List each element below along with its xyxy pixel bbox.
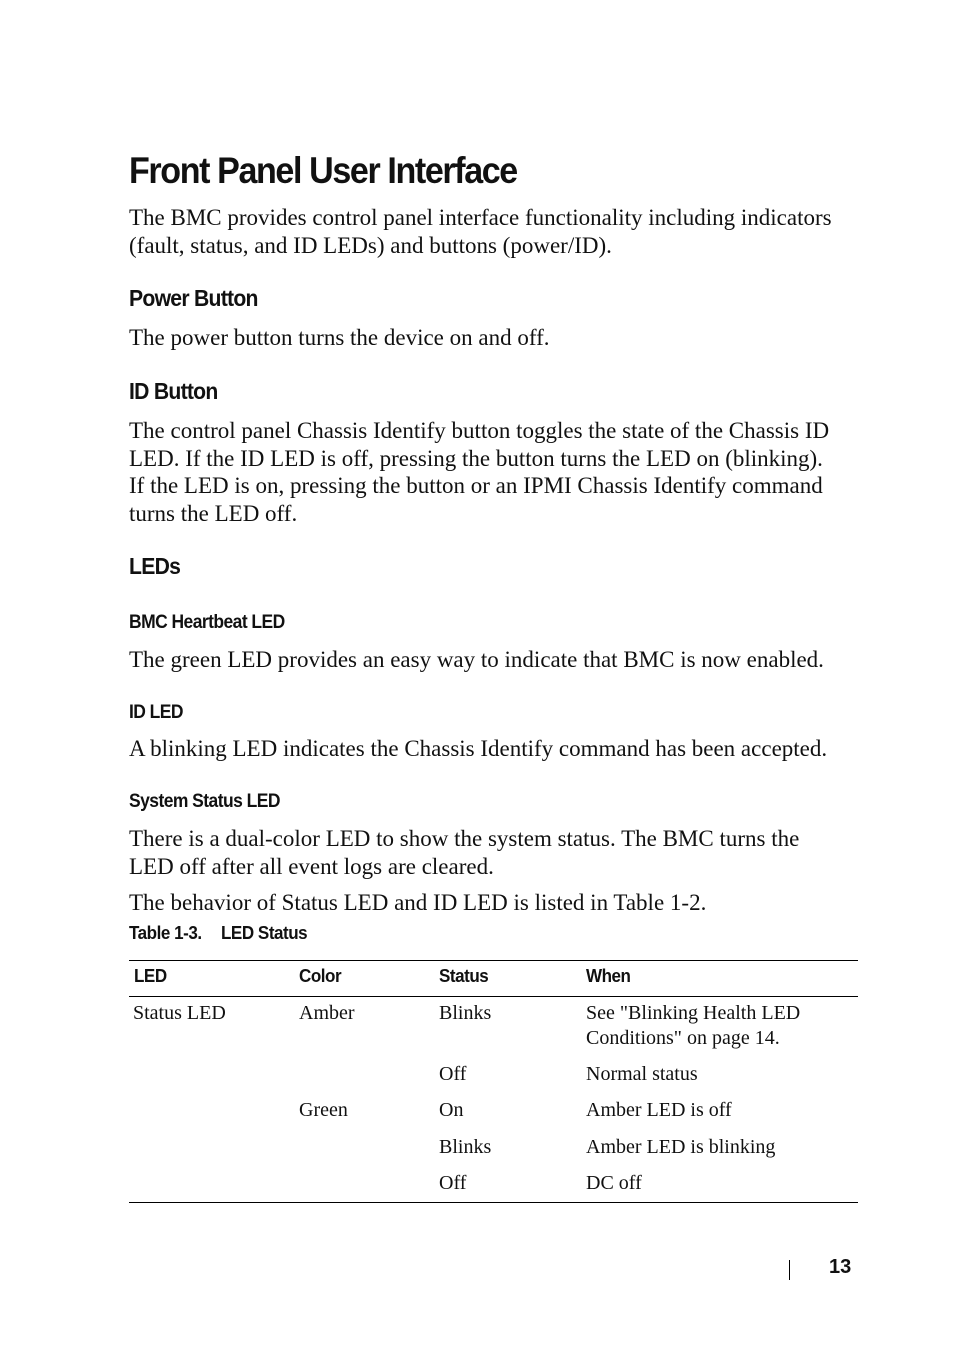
table-header-status: Status (439, 965, 489, 986)
id-button-line: LED. If the ID LED is off, pressing the button turns the LED on (blinking). (129, 445, 823, 471)
heartbeat-heading: BMC Heartbeat LED (129, 612, 285, 633)
footer-divider (789, 1260, 790, 1280)
table-cell-when (586, 1001, 800, 1050)
system-status-heading: System Status LED (129, 791, 280, 812)
table-cell-led: Status LED (133, 1002, 226, 1024)
table-cell-when: Amber LED is off (586, 1099, 732, 1121)
id-button-line: The control panel Chassis Identify button toggles the state of the Chassis ID (129, 418, 830, 443)
behavior-text: The behavior of Status LED and ID LED is listed in Table 1-2. (129, 890, 707, 915)
system-status-line: LED off after all event logs are cleared. (129, 853, 494, 879)
table-cell-status: Off (439, 1063, 467, 1085)
heartbeat-text: The green LED provides an easy way to indicate that BMC is now enabled. (129, 647, 824, 672)
id-led-text: A blinking LED indicates the Chassis Identify command has been accepted. (129, 736, 828, 761)
table-cell-status: On (439, 1099, 464, 1121)
intro-paragraph (129, 204, 832, 259)
table-bottom-rule (129, 1202, 858, 1203)
table-cell-color: Amber (299, 1002, 355, 1024)
table-header-led: LED (134, 965, 167, 986)
page-number: 13 (829, 1256, 852, 1278)
table-caption (129, 922, 307, 944)
table-cell-when-line: Conditions" on page 14. (586, 1026, 780, 1049)
power-button-text: The power button turns the device on and off. (129, 325, 550, 350)
power-button-heading: Power Button (129, 285, 258, 311)
leds-heading: LEDs (129, 553, 181, 579)
table-cell-color: Green (299, 1099, 348, 1121)
table-cell-when: DC off (586, 1172, 642, 1194)
system-status-line: There is a dual-color LED to show the system status. The BMC turns the (129, 826, 800, 851)
table-cell-status: Blinks (439, 1002, 492, 1024)
system-status-paragraph (129, 825, 799, 880)
table-cell-when: Amber LED is blinking (586, 1136, 776, 1158)
intro-line: The BMC provides control panel interface functionality including indicators (129, 205, 832, 230)
intro-line: (fault, status, and ID LEDs) and buttons (power/ID). (129, 232, 612, 258)
id-button-line: turns the LED off. (129, 500, 298, 526)
table-caption-number: Table 1-3. (129, 922, 202, 943)
id-button-heading: ID Button (129, 378, 218, 404)
id-led-heading: ID LED (129, 702, 183, 723)
table-cell-when-line: See "Blinking Health LED (586, 1002, 801, 1024)
page-title: Front Panel User Interface (129, 150, 517, 191)
id-button-line: If the LED is on, pressing the button or an IPMI Chassis Identify command (129, 473, 823, 498)
id-button-paragraph (129, 417, 829, 527)
table-cell-status: Blinks (439, 1136, 492, 1158)
table-header-color: Color (299, 965, 342, 986)
table-header-rule (129, 996, 858, 997)
table-cell-when: Normal status (586, 1063, 698, 1085)
table-cell-status: Off (439, 1172, 467, 1194)
table-caption-title: LED Status (221, 922, 308, 943)
table-top-rule (129, 960, 858, 961)
table-header-when: When (586, 965, 631, 986)
